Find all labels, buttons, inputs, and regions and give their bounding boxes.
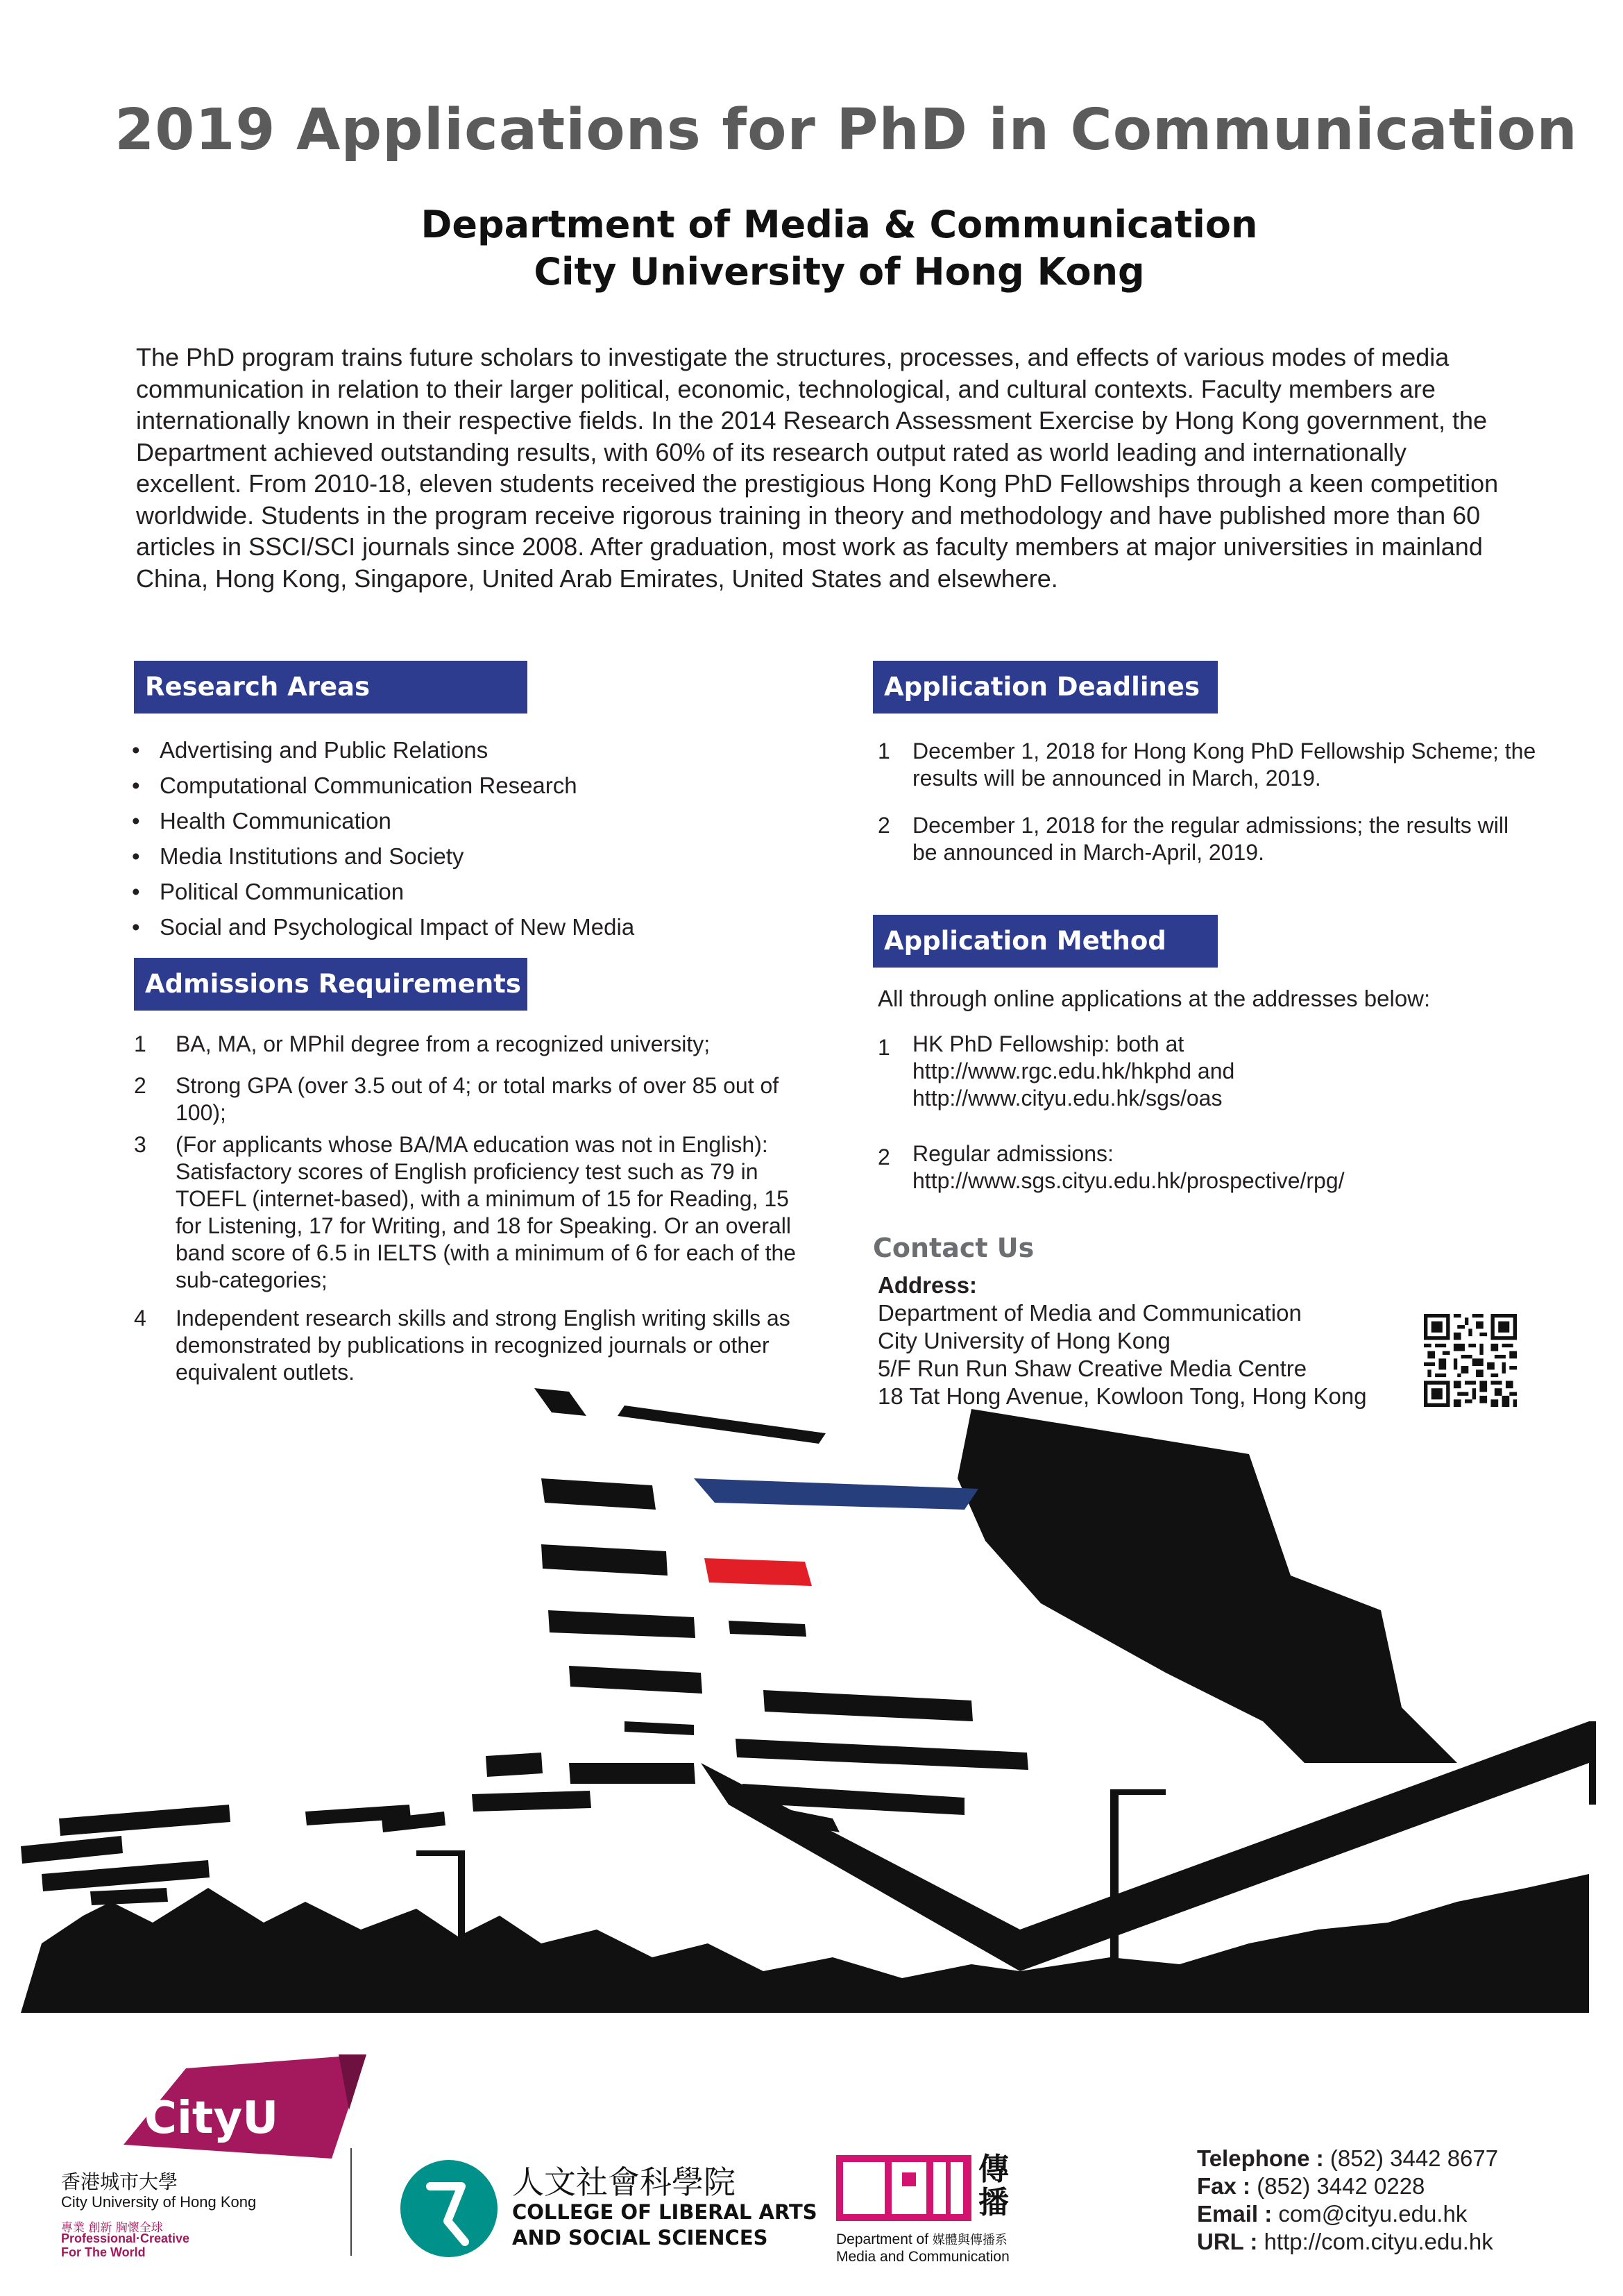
intro-paragraph: The PhD program trains future scholars to investigate the structures, processes, and effects of various modes of media communication in relation to their larger political, economic, technological, and cultural contexts. Faculty members are internationally known in their respective fields. In the 2014 Research Assessment Exercise by Hong Kong government, the Department achieved outstanding results, with 60% of its research output rated as world leading and internationally excellent. From 2010-18, eleven students received the prestigious Hong Kong PhD Fellowships through a keen competition worldwide. Students in the program receive rigorous training in theory and methodology and have published more than 60 articles in SSCI/SCI journals since 2008. After graduation, most work as faculty members at major universities in mainland China, Hong Kong, Singapore, United Arab Emirates, United States and elsewhere. — [136, 343, 1499, 593]
research-areas-list — [132, 732, 756, 945]
roof-stripe — [541, 1478, 656, 1510]
roof-stripe — [736, 1739, 1028, 1770]
roof-stripe — [472, 1791, 591, 1812]
university-heading: City University of Hong Kong — [534, 250, 1145, 294]
method-link[interactable]: http://www.cityu.edu.hk/sgs/oas — [912, 1086, 1223, 1111]
com-dept-line1: Department of 媒體與傳播系 — [836, 2231, 1008, 2247]
department-heading: Department of Media & Communication — [420, 203, 1258, 246]
roof-stripe — [569, 1666, 702, 1694]
roof-stripe — [486, 1753, 543, 1777]
method-link[interactable]: http://www.rgc.edu.hk/hkphd and — [912, 1058, 1235, 1083]
building-mass — [958, 1409, 1457, 1763]
address-label: Address: — [878, 1272, 978, 1298]
roof-stripe — [729, 1621, 806, 1637]
list-item: 2 Strong GPA (over 3.5 out of 4; or total marks of over 85 out of 100); — [134, 1073, 779, 1125]
cityu-logo-text: CityU — [144, 2093, 279, 2144]
ground-silhouette — [21, 1874, 1589, 2013]
com-dept-line2: Media and Communication — [836, 2249, 1010, 2265]
roof-stripe — [541, 1544, 668, 1576]
cityu-chinese-name: 香港城市大學 — [61, 2170, 178, 2193]
roof-stripe — [42, 1860, 210, 1891]
list-item: • Computational Communication Research — [132, 773, 577, 798]
class-logo-icon — [399, 2159, 500, 2259]
address-line: 5/F Run Run Shaw Creative Media Centre — [878, 1356, 1307, 1381]
cityu-tagline: For The World — [61, 2245, 146, 2259]
method-header: Application Method — [873, 915, 1218, 968]
url-link[interactable]: http://com.cityu.edu.hk — [1264, 2229, 1493, 2254]
method-intro: All through online applications at the addresses below: — [878, 986, 1431, 1011]
fax-line: Fax : (852) 3442 0228 — [1197, 2173, 1425, 2199]
address-line: City University of Hong Kong — [878, 1328, 1171, 1353]
list-item: • Health Communication — [132, 808, 391, 834]
lamp-arm — [416, 1850, 465, 1856]
method-line: HK PhD Fellowship: both at — [912, 1031, 1184, 1056]
com-chinese-side: 傳播 — [978, 2152, 1009, 2220]
cityu-tagline: Professional·Creative — [61, 2231, 190, 2245]
roof-edge — [1589, 1721, 1596, 1805]
research-areas-header: Research Areas — [134, 661, 527, 714]
roof-stripe — [548, 1610, 695, 1638]
address-line: 18 Tat Hong Avenue, Kowloon Tong, Hong Kong — [878, 1383, 1367, 1409]
list-item: 2 Regular admissions: http://www.sgs.cityu.edu.hk/prospective/rpg/ — [878, 1141, 1345, 1193]
blue-stripe — [694, 1478, 978, 1510]
list-item: • Political Communication — [132, 879, 405, 904]
red-stripe — [704, 1558, 812, 1586]
address-line: Department of Media and Communication — [878, 1300, 1302, 1326]
roof-stripe — [90, 1888, 168, 1905]
lamp-post — [458, 1853, 465, 2013]
class-chinese-name: 人文社會科學院 — [512, 2163, 736, 2201]
list-item: • Media Institutions and Society — [132, 843, 464, 869]
roof-stripe — [618, 1406, 826, 1444]
list-item: 3 (For applicants whose BA/MA education was not in English): Satisfactory scores of English proficiency test such as 79 in TOEFL (internet-based), with a minimum of 15 for Reading, 15 for Listening, 17 for Writing, and 18 for Speaking. Or an overall band score of 6.5 in IELTS (with a minimum of 6 for each of the sub-categories; — [134, 1132, 797, 1292]
footer-contact-info — [1197, 2145, 1586, 2256]
roof-stripe — [534, 1388, 586, 1416]
list-item: • Advertising and Public Relations — [132, 737, 488, 763]
roof-stripe — [763, 1690, 973, 1721]
lamp-post — [1110, 1791, 1119, 2013]
cityu-tagline-chinese: 專業 創新 胸懷全球 — [61, 2221, 163, 2235]
contact-heading: Contact Us — [873, 1233, 1035, 1263]
class-english-line2: AND SOCIAL SCIENCES — [512, 2226, 768, 2249]
list-item: • Social and Psychological Impact of New Media — [132, 914, 635, 940]
building-illustration — [0, 1374, 1623, 2027]
url-line: URL : http://com.cityu.edu.hk — [1197, 2229, 1493, 2254]
cityu-logo — [61, 2054, 339, 2259]
roof-stripe — [624, 1721, 694, 1735]
post — [201, 1923, 208, 2013]
deadlines-header: Application Deadlines — [873, 661, 1218, 714]
list-item: 2 December 1, 2018 for the regular admissions; the results will be announced in March-April, 2019. — [878, 813, 1509, 865]
method-line: Regular admissions: — [912, 1141, 1114, 1166]
list-item: 4 Independent research skills and strong English writing skills as demonstrated by publications in recognized journals or other equivalent outlets. — [134, 1306, 790, 1385]
cityu-english-name: City University of Hong Kong — [61, 2193, 257, 2211]
roof-stripe — [21, 1836, 123, 1864]
roof-stripe — [569, 1763, 695, 1784]
com-logo-icon — [836, 2155, 971, 2221]
telephone-line: Telephone : (852) 3442 8677 — [1197, 2145, 1499, 2171]
lamp-arm — [1110, 1789, 1166, 1795]
footer-divider — [350, 2148, 352, 2256]
admissions-header: Admissions Requirements — [134, 958, 527, 1011]
list-item: 1 BA, MA, or MPhil degree from a recognized university; — [134, 1031, 711, 1056]
page-title: 2019 Applications for PhD in Communication — [114, 97, 1578, 163]
roof-stripe — [59, 1805, 230, 1836]
email-link[interactable]: com@cityu.edu.hk — [1278, 2201, 1468, 2227]
method-link[interactable]: http://www.sgs.cityu.edu.hk/prospective/rpg/ — [912, 1168, 1345, 1193]
class-english-line1: COLLEGE OF LIBERAL ARTS — [512, 2200, 817, 2224]
email-line: Email : com@cityu.edu.hk — [1197, 2201, 1468, 2227]
list-item: 1 December 1, 2018 for Hong Kong PhD Fellowship Scheme; the results will be announced in March, 2019. — [878, 738, 1536, 791]
list-item: 1 HK PhD Fellowship: both at http://www.rgc.edu.hk/hkphd and http://www.cityu.edu.hk/sgs/oas — [878, 1031, 1235, 1111]
